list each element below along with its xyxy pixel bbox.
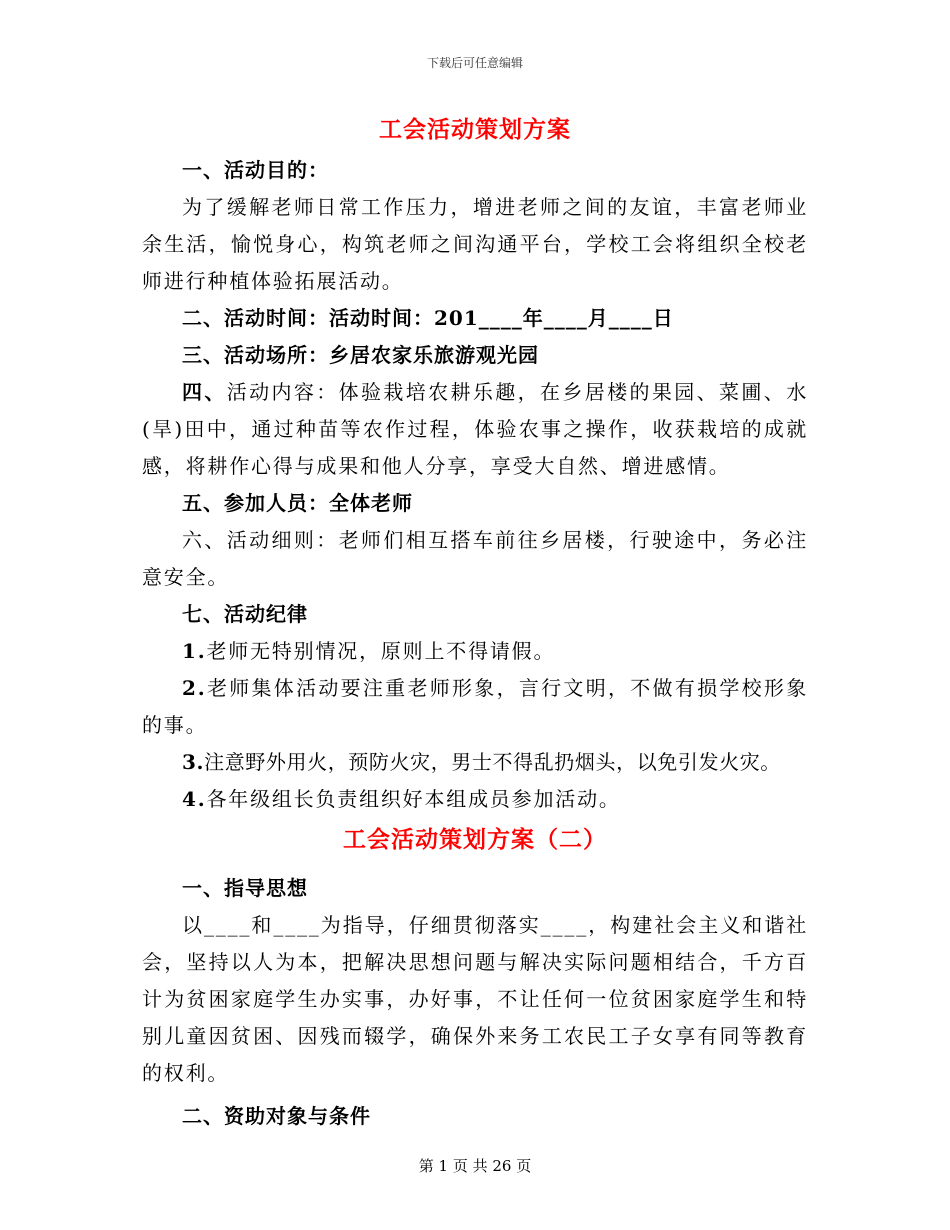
list-item: [142, 670, 808, 744]
section-heading-purpose: 一、活动目的：: [182, 158, 329, 182]
section-heading-guiding-thought: 一、指导思想: [182, 876, 308, 900]
list-item-text: 老师无特别情况，原则上不得请假。: [206, 639, 556, 663]
list-item-number: 2.: [182, 676, 207, 700]
list-item-number: 1.: [182, 639, 207, 663]
paragraph-purpose: 为了缓解老师日常工作压力，增进老师之间的友谊，丰富老师业余生活，愉悦身心，构筑老师之间沟通平台，学校工会将组织全校老师进行种植体验拓展活动。: [142, 195, 808, 293]
section-heading-time: 二、活动时间：活动时间：201____年____月____日: [182, 306, 674, 330]
list-item: [142, 781, 808, 818]
paragraph-content-text: 活动内容：体验栽培农耕乐趣，在乡居楼的果园、菜圃、水(旱)田中，通过种苗等农作过程，体验农事之操作，收获栽培的成就感，将耕作心得与成果和他人分享，享受大自然、增进感情。: [142, 380, 808, 478]
list-item-text: 注意野外用火，预防火灾，男士不得乱扔烟头，以免引发火灾。: [204, 750, 781, 774]
page-footer: 第 1 页 共 26 页: [418, 1157, 532, 1175]
list-item-number: 4.: [182, 787, 207, 811]
paragraph-content: [142, 374, 808, 485]
section-heading-venue: 三、活动场所：乡居农家乐旅游观光园: [182, 343, 539, 367]
paragraph-guiding-thought: 以____和____为指导，仔细贯彻落实____，构建社会主义和谐社会，坚持以人为本，把解决思想问题与解决实际问题相结合，千方百计为贫困家庭学生办实事，办好事，不让任何一位贫困家庭学生和特别儿童因贫困、因残而辍学，确保外来务工农民工子女享有同等教育的权利。: [142, 913, 808, 1085]
section-heading-discipline: 七、活动纪律: [182, 602, 308, 626]
section-heading-participants: 五、参加人员：全体老师: [182, 491, 413, 515]
list-item: [142, 633, 808, 670]
list-item: [142, 744, 808, 781]
paragraph-rules: 六、活动细则：老师们相互搭车前往乡居楼，行驶途中，务必注意安全。: [142, 528, 808, 589]
list-item-text: 各年级组长负责组织好本组成员参加活动。: [206, 787, 621, 811]
document-body: [142, 110, 808, 1135]
paragraph-content-label: 四、: [182, 380, 227, 404]
list-item-text: 老师集体活动要注重老师形象，言行文明，不做有损学校形象的事。: [142, 676, 808, 737]
section-heading-aid-targets: 二、资助对象与条件: [182, 1104, 371, 1128]
list-item-number: 3.: [182, 750, 205, 774]
doc-title: 工会活动策划方案: [379, 116, 571, 143]
header-note: 下载后可任意编辑: [426, 56, 523, 70]
doc-title-2: 工会活动策划方案（二）: [343, 826, 607, 853]
